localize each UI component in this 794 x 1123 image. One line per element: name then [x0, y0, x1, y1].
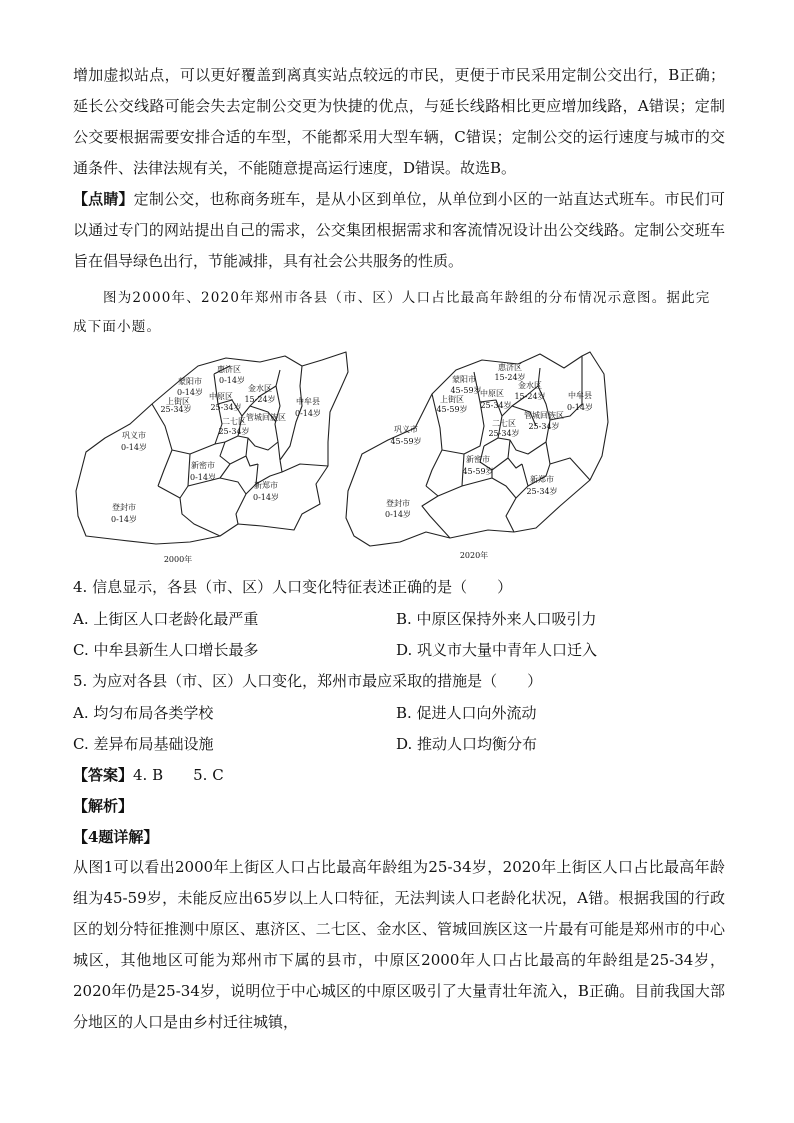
map2020-label-age: 45-59岁 — [450, 386, 482, 395]
map2000-label-age: 0-14岁 — [111, 515, 137, 524]
map2000-label-age: 0-14岁 — [121, 443, 147, 452]
map2000-label-age: 25-34岁 — [160, 405, 192, 414]
map2020-label-age: 45-59岁 — [436, 405, 468, 414]
map2000-label-name: 新郑市 — [254, 481, 278, 490]
map2000-label-name: 中原区 — [209, 392, 233, 401]
map2020-label-name: 二七区 — [492, 419, 516, 428]
map2020-label-age: 0-14岁 — [567, 403, 593, 412]
map2000-year: 2000年 — [163, 555, 193, 564]
q5-stem: 5. 为应对各县（市、区）人口变化，郑州市最应采取的措施是（ ） — [73, 672, 543, 690]
map2000-label-name: 金水区 — [248, 384, 272, 393]
map2020-label-age: 25-34岁 — [528, 422, 560, 431]
q4-detail-tag: 【4题详解】 — [73, 828, 159, 846]
map2020-label-age: 15-24岁 — [514, 392, 546, 401]
map2000-label-name: 蒙阳市 — [178, 377, 202, 386]
map2000-label-name: 管城回族区 — [246, 413, 286, 422]
map2020-label-name: 巩义市 — [394, 425, 418, 434]
map2000-label-age: 15-24岁 — [244, 395, 276, 404]
map2000-label-name: 中牟县 — [296, 397, 320, 406]
dianjing-text: 定制公交，也称商务班车，是从小区到单位，从单位到小区的一站直达式班车。市民们可以通过专门的网站提出自己的需求，公交集团根据需求和客流情况设计出公交线路。定制公交班车旨在倡导绿色出行，节能减排，具有社会公共服务的性质。 — [73, 190, 725, 270]
map2020-label-age: 45-59岁 — [390, 437, 422, 446]
map2020-label-name: 新密市 — [466, 455, 490, 464]
q4-stem: 4. 信息显示，各县（市、区）人口变化特征表述正确的是（ ） — [73, 578, 513, 596]
map2000-label-name: 登封市 — [112, 503, 136, 512]
map2000-label-age: 25-34岁 — [218, 427, 250, 436]
q4-option-d: D. 巩义市大量中青年人口迁入 — [396, 641, 598, 659]
map2000-label-age: 0-14岁 — [253, 493, 279, 502]
map2000-label-age: 25-34岁 — [210, 403, 242, 412]
answer-text: 4. B 5. C — [133, 766, 224, 784]
map2020-label-name: 登封市 — [386, 499, 410, 508]
map2020-label-age: 0-14岁 — [385, 510, 411, 519]
map2020-label-age: 45-59岁 — [462, 467, 494, 476]
q5-option-b: B. 促进人口向外流动 — [396, 704, 537, 722]
q5-option-d: D. 推动人口均衡分布 — [396, 735, 538, 753]
map2000-label-age: 0-14岁 — [190, 473, 216, 482]
analysis-tag: 【解析】 — [73, 797, 134, 815]
map2020-label-name: 上街区 — [440, 395, 464, 404]
map2020-label-name: 中牟县 — [568, 391, 592, 400]
q4-option-a: A. 上街区人口老龄化最严重 — [73, 610, 259, 628]
paragraph-explanation-q3: 增加虚拟站点，可以更好覆盖到离真实站点较远的市民，更便于市民采用定制公交出行，B正确；延长公交线路可能会失去定制公交更为快捷的优点，与延长线路相比更应增加线路，A错误；定制公交要根据需要安排合适的车型，不能都采用大型车辆，C错误；定制公交的运行速度与城市的交通条件、法律法规有关，不能随意提高运行速度，D错误。故选B。 — [73, 66, 725, 177]
map2020-label-age: 15-24岁 — [494, 373, 526, 382]
dianjing-tag: 【点睛】 — [73, 190, 134, 208]
map2000-label-name: 巩义市 — [122, 431, 146, 440]
map2000-label-age: 0-14岁 — [219, 376, 245, 385]
answer-tag: 【答案】 — [73, 766, 134, 784]
map2020-label-age: 25-34岁 — [488, 429, 520, 438]
paragraph-dianjing — [73, 184, 725, 277]
q5-option-c: C. 差异布局基础设施 — [73, 735, 214, 753]
q4-option-c: C. 中牟县新生人口增长最多 — [73, 641, 259, 659]
map2000-label-name: 二七区 — [222, 417, 246, 426]
map2020-label-name: 金水区 — [518, 381, 542, 390]
q4-detail-text: 从图1可以看出2000年上街区人口占比最高年龄组为25-34岁，2020年上街区人口占比最高年龄组为45-59岁，未能反应出65岁以上人口特征，无法判读人口老龄化状况，A错。根据我国的行政区的划分特征推测中原区、惠济区、二七区、金水区、管城回族区这一片最有可能是郑州市的中心城区，其他地区可能为郑州市下属的县市，中原区2000年人口占比最高的年龄组是25-34岁，2020年仍是25-34岁，说明位于中心城区的中原区吸引了大量青壮年流入，B正确。目前我国大部分地区的人口是由乡村迁往城镇， — [73, 858, 725, 1031]
question-intro: 图为2000年、2020年郑州市各县（市、区）人口占比最高年龄组的分布情况示意图。据此完成下面小题。 — [73, 290, 711, 335]
maps-svg — [70, 346, 610, 568]
map2020-label-name: 中原区 — [480, 389, 504, 398]
map2020-label-name: 惠济区 — [498, 363, 522, 372]
map2000-label-name: 上街区 — [166, 397, 190, 406]
map2000-label-name: 惠济区 — [217, 365, 241, 374]
map2020-year: 2020年 — [459, 551, 489, 560]
map2020-boundaries — [422, 356, 590, 538]
map2020-label-name: 蒙阳市 — [452, 375, 476, 384]
map2000-label-age: 0-14岁 — [295, 409, 321, 418]
map2000-label-name: 新密市 — [191, 461, 215, 470]
zhengzhou-age-maps — [70, 346, 610, 568]
q4-option-b: B. 中原区保持外来人口吸引力 — [396, 610, 597, 628]
q5-option-a: A. 均匀布局各类学校 — [73, 704, 214, 722]
answer-line — [73, 764, 224, 785]
map2020-label-age: 25-34岁 — [480, 401, 512, 410]
map2020-label-age: 25-34岁 — [526, 487, 558, 496]
map2020-label-name: 管城回族区 — [524, 411, 564, 420]
map2020-label-name: 新郑市 — [530, 475, 554, 484]
map2000-label-age: 0-14岁 — [177, 388, 203, 397]
